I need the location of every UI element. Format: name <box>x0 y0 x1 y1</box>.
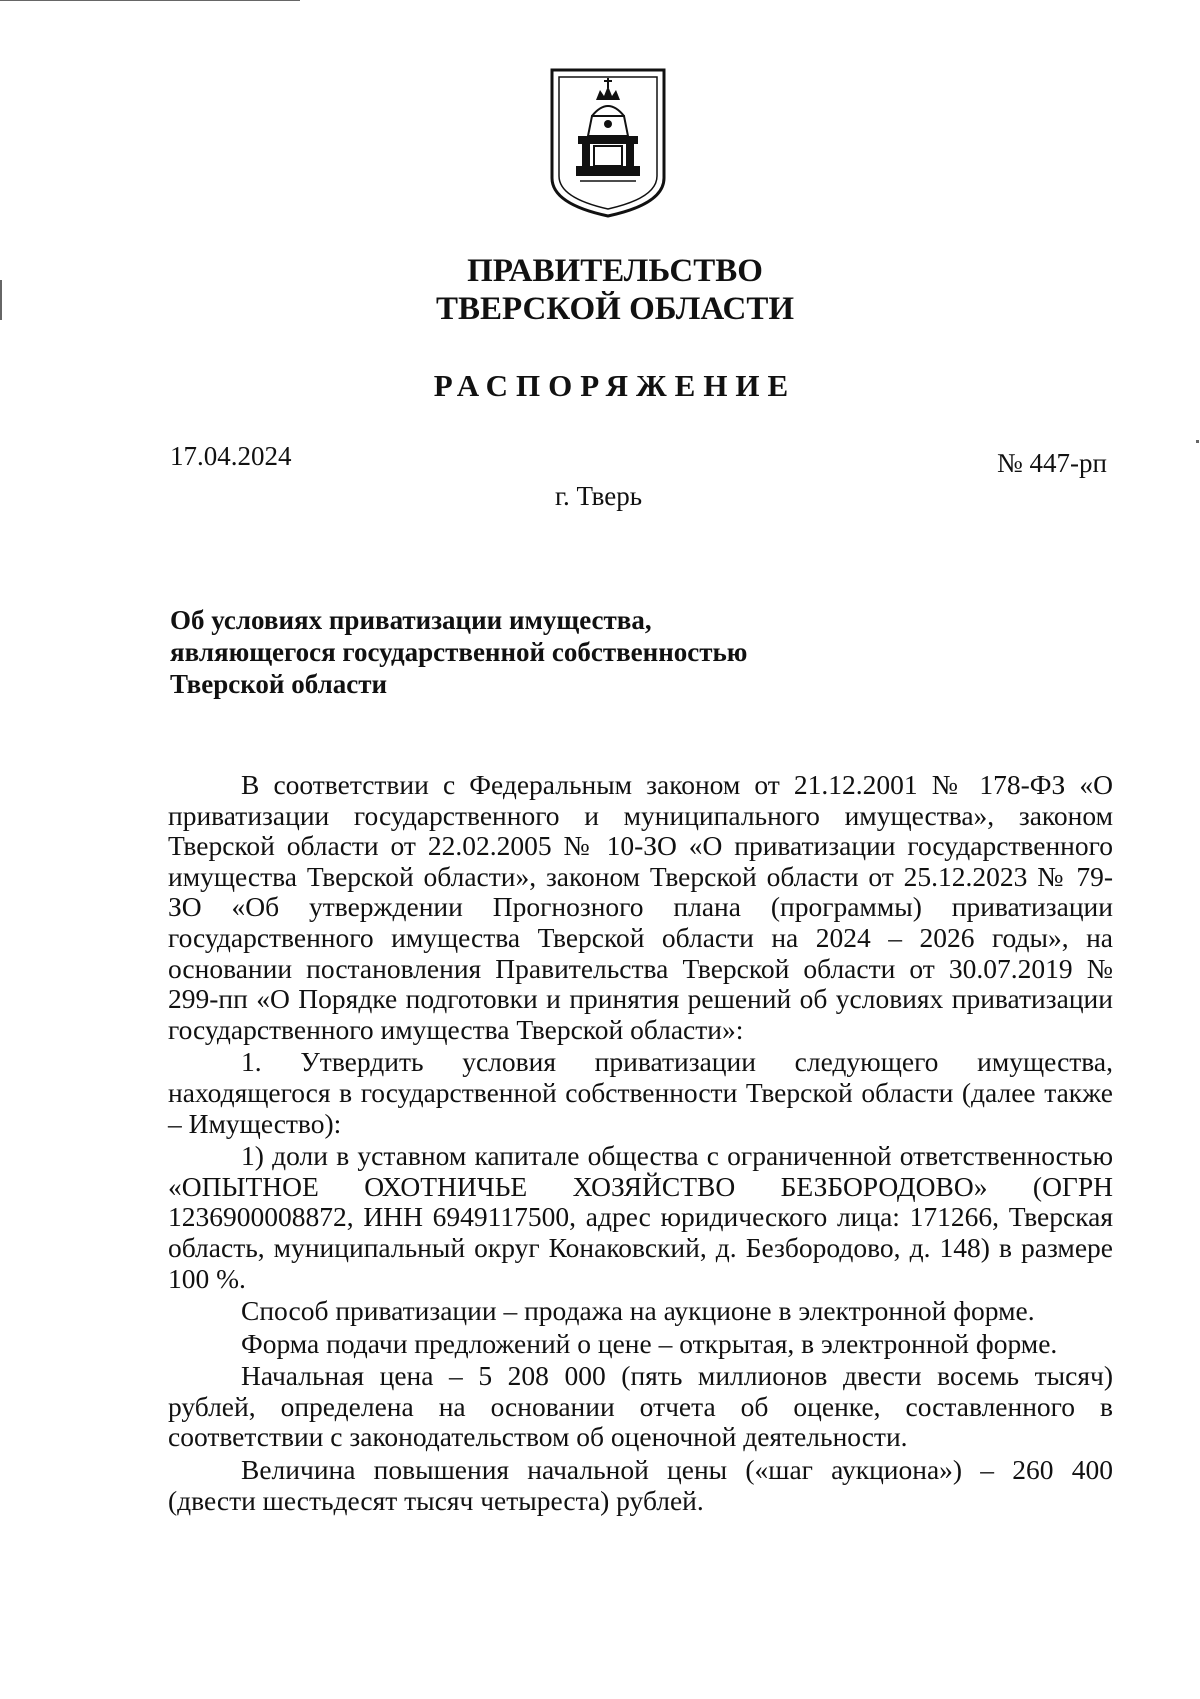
document-number: № 447-рп <box>997 448 1107 478</box>
tver-coat-of-arms-icon <box>548 66 668 218</box>
paragraph-item-1-1: 1) доли в уставном капитале общества с ограниченной ответственностью «ОПЫТНОЕ ОХОТНИЧЬЕ ХОЗЯЙСТВО БЕЗБОРОДОВО» (ОГРН 1236900008872, ИНН 6949117500, адрес юридического лица: 171266, Тверская область, муниципальный округ Конаковский, д. Безбородово, д. 148) в размере 100 %. <box>168 1140 1113 1294</box>
document-date: 17.04.2024 <box>170 441 292 471</box>
subject-line-1: Об условиях приватизации имущества, <box>170 605 652 635</box>
paragraph-method: Способ приватизации – продажа на аукционе в электронной форме. <box>241 1295 1035 1327</box>
paragraph-auction-step: Величина повышения начальной цены («шаг аукциона») – 260 400 (двести шестьдесят тысяч четыреста) рублей. <box>168 1454 1113 1516</box>
document-type: РАСПОРЯЖЕНИЕ <box>433 368 797 403</box>
paragraph-start-price: Начальная цена – 5 208 000 (пять миллионов двести восемь тысяч) рублей, определена на основании отчета об оценке, составленного в соответствии с законодательством об оценочной деятельности. <box>168 1360 1113 1453</box>
organization-line-2: ТВЕРСКОЙ ОБЛАСТИ <box>435 291 795 327</box>
document-city: г. Тверь <box>555 481 643 511</box>
paragraph-preamble: В соответствии с Федеральным законом от 21.12.2001 № 178-ФЗ «О приватизации государственного и муниципального имущества», законом Тверской области от 22.02.2005 № 10-ЗО «О приватизации государственного имущества Тверской области», законом Тверской области от 25.12.2023 № 79-ЗО «Об утверждении Прогнозного плана (программы) приватизации государственного имущества Тверской области на 2024 – 2026 годы», на основании постановления Правительства Тверской области от 30.07.2019 № 299-пп «О Порядке подготовки и принятия решений об условиях приватизации государственного имущества Тверской области»: <box>168 769 1113 1045</box>
document-subject <box>170 604 870 700</box>
organization-name <box>0 252 1200 328</box>
document-body <box>168 770 1113 1516</box>
organization-line-1: ПРАВИТЕЛЬСТВО <box>467 253 763 289</box>
paragraph-item-1: 1. Утвердить условия приватизации следующего имущества, находящегося в государственной собственности Тверской области (далее также – Имущество): <box>168 1046 1113 1139</box>
scan-edge-mark <box>0 0 300 1</box>
scan-edge-mark <box>0 280 2 320</box>
subject-line-2: являющегося государственной собственностью <box>170 637 748 667</box>
subject-line-3: Тверской области <box>170 669 388 699</box>
scan-edge-mark <box>1196 440 1199 443</box>
paragraph-bid-form: Форма подачи предложений о цене – открытая, в электронной форме. <box>241 1327 1058 1359</box>
